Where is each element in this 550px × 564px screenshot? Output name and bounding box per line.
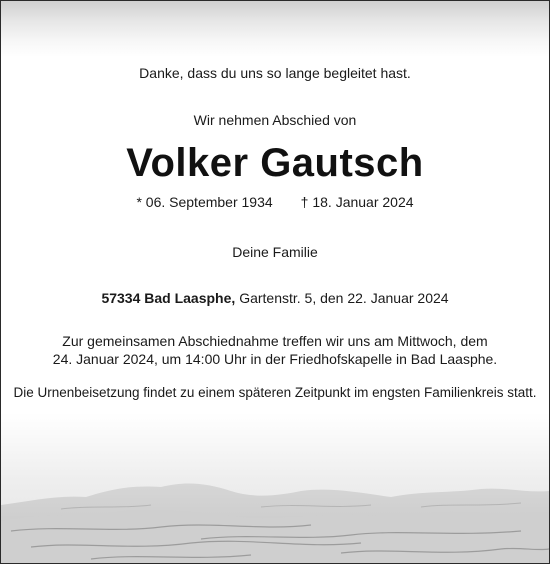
top-gradient: [1, 1, 549, 57]
birth-date: * 06. September 1934: [136, 194, 273, 210]
death-date: † 18. Januar 2024: [300, 194, 414, 210]
thanks-text: Danke, dass du uns so lange begleitet hast.: [139, 65, 411, 81]
service-line-2: 24. Januar 2024, um 14:00 Uhr in der Friedhofskapelle in Bad Laasphe.: [52, 351, 498, 367]
life-dates: [1, 194, 549, 210]
farewell-text: Wir nehmen Abschied von: [193, 112, 357, 128]
hills-image: [1, 413, 549, 563]
service-line-1: Zur gemeinsamen Abschiednahme treffen wir uns am Mittwoch, dem: [62, 333, 488, 349]
signature: Deine Familie: [232, 244, 318, 260]
urn-note: Die Urnenbeisetzung findet zu einem späteren Zeitpunkt im engsten Familienkreis statt.: [13, 385, 537, 400]
address-line: [1, 290, 549, 306]
address-rest: Gartenstr. 5, den 22. Januar 2024: [239, 290, 449, 306]
landscape-illustration: [1, 413, 549, 563]
deceased-name: Volker Gautsch: [126, 141, 424, 185]
address-city: 57334 Bad Laasphe,: [101, 290, 236, 306]
